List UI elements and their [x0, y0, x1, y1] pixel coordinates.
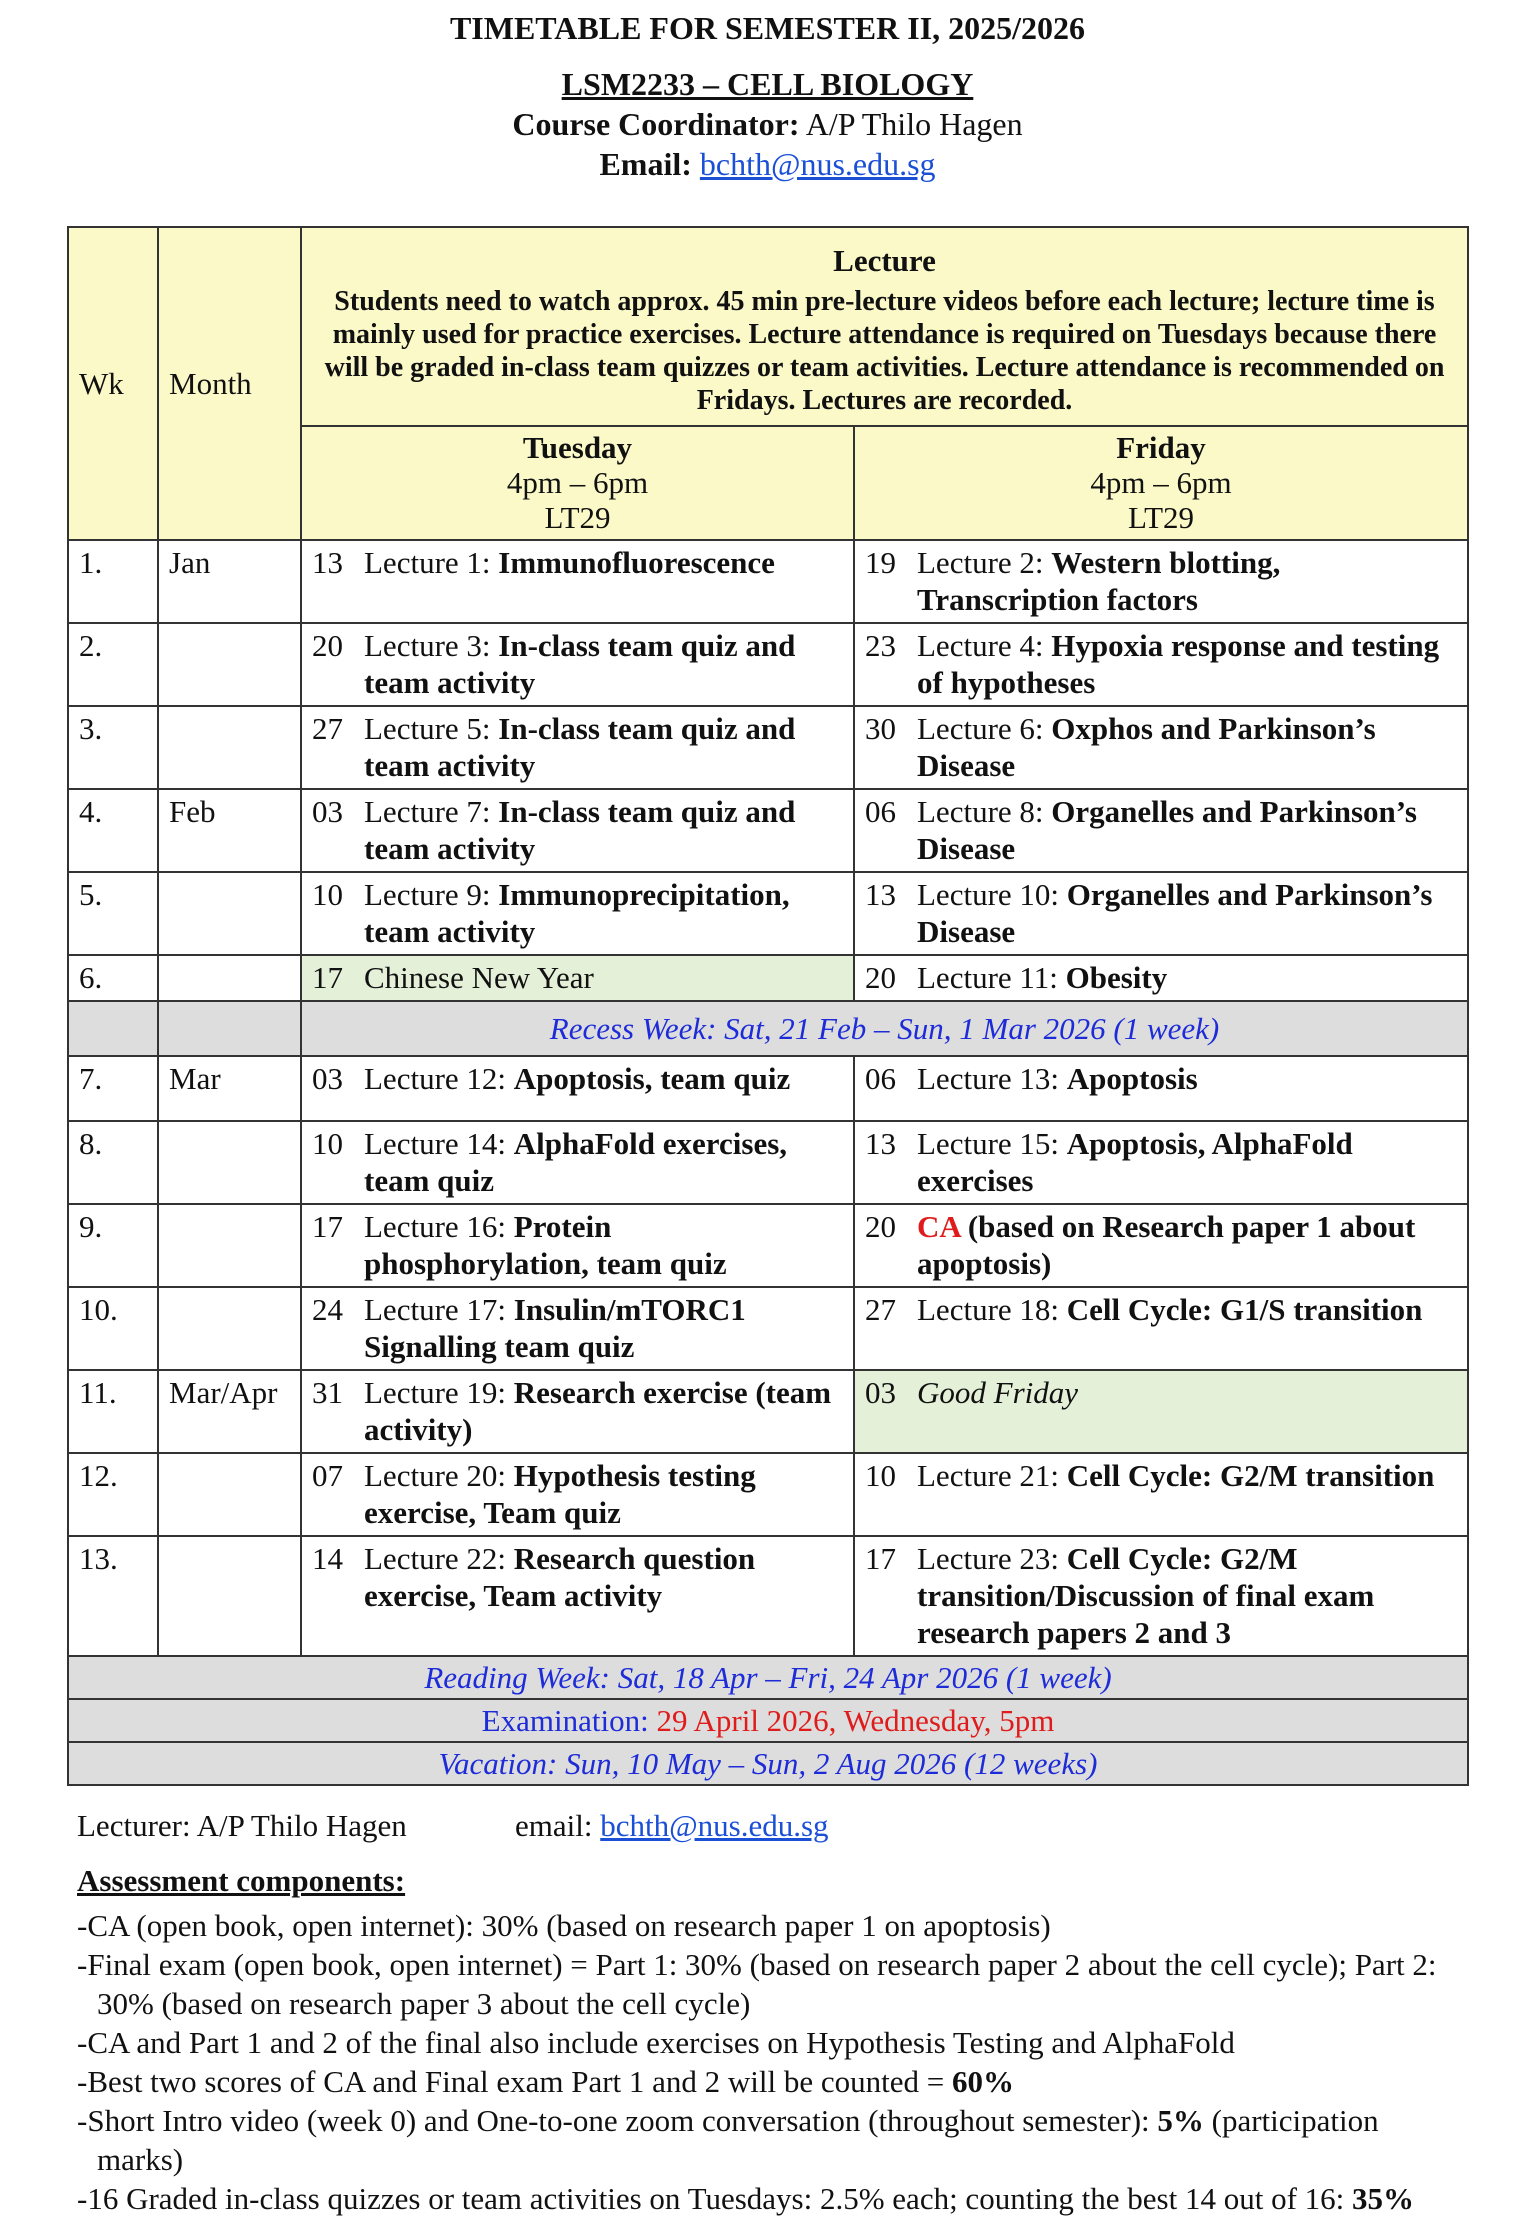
assessment-item: -CA and Part 1 and 2 of the final also include exercises on Hypothesis Testing and AlphaFold	[77, 2025, 1235, 2060]
table-row	[68, 706, 1468, 789]
friday-cell	[854, 789, 1468, 872]
friday-holiday-cell	[854, 1370, 1468, 1453]
month-cell	[158, 1453, 301, 1536]
lecture-header	[301, 227, 1468, 426]
examination-date: 29 April 2026, Wednesday, 5pm	[648, 1703, 1055, 1738]
date: 14	[312, 1541, 343, 1576]
friday-header	[854, 426, 1468, 540]
date: 20	[312, 628, 343, 663]
vacation-label: Vacation: Sun, 10 May – Sun, 2 Aug 2026 (12 weeks)	[68, 1742, 1468, 1785]
assessment-item-cont: 30% (based on research paper 3 about the cell cycle)	[97, 1986, 751, 2021]
table-row	[68, 789, 1468, 872]
date: 03	[312, 1061, 343, 1096]
friday-cell	[854, 1453, 1468, 1536]
lecturer-line	[77, 1806, 1477, 1845]
lecture-topic: Insulin/mTORC1 Signalling team quiz	[364, 1292, 746, 1364]
table-row	[68, 540, 1468, 623]
wk-cell: 7.	[68, 1056, 158, 1121]
tuesday-cell	[301, 623, 854, 706]
friday-cell	[854, 1056, 1468, 1121]
month-cell	[158, 623, 301, 706]
lecture-number: Lecture 4:	[917, 628, 1052, 663]
reading-week-row	[68, 1656, 1468, 1699]
examination-row	[68, 1699, 1468, 1742]
lecture-topic: Cell Cycle: G2/M transition/Discussion of final exam research papers 2 and 3	[917, 1541, 1375, 1650]
assessment-item: -CA (open book, open internet): 30% (based on research paper 1 on apoptosis)	[77, 1908, 1051, 1943]
wk-cell: 2.	[68, 623, 158, 706]
wk-cell: 6.	[68, 955, 158, 1001]
lecture-number: Lecture 6:	[917, 711, 1052, 746]
table-row	[68, 1536, 1468, 1656]
tuesday-cell	[301, 1121, 854, 1204]
month-cell: Jan	[158, 540, 301, 623]
lecture-number: Lecture 8:	[917, 794, 1052, 829]
lecture-topic: In-class team quiz and team activity	[364, 794, 796, 866]
lecture-number: Lecture 1:	[364, 545, 499, 580]
date: 03	[865, 1375, 896, 1410]
timetable	[67, 226, 1469, 1786]
examination-cell	[68, 1699, 1468, 1742]
month-cell	[158, 1536, 301, 1656]
date: 10	[312, 1126, 343, 1161]
lecture-topic: In-class team quiz and team activity	[364, 628, 796, 700]
lecture-title: Lecture	[833, 243, 936, 278]
wk-cell: 5.	[68, 872, 158, 955]
lecture-number: Lecture 13:	[917, 1061, 1067, 1096]
lecture-number: Lecture 18:	[917, 1292, 1067, 1327]
lecture-topic: Apoptosis, team quiz	[513, 1061, 791, 1096]
email-label: Email:	[599, 146, 692, 182]
date: 13	[865, 877, 896, 912]
table-row	[68, 872, 1468, 955]
table-row	[68, 1204, 1468, 1287]
lecturer-name: Lecturer: A/P Thilo Hagen	[77, 1808, 407, 1843]
coordinator-label: Course Coordinator:	[512, 106, 800, 142]
assessment-text: -16 Graded in-class quizzes or team activities on Tuesdays: 2.5% each; counting the best 14 out of 16:	[77, 2181, 1353, 2216]
wk-cell: 13.	[68, 1536, 158, 1656]
wk-cell: 12.	[68, 1453, 158, 1536]
date: 17	[865, 1541, 896, 1576]
friday-cell	[854, 1121, 1468, 1204]
wk-cell: 1.	[68, 540, 158, 623]
date: 27	[312, 711, 343, 746]
table-row	[68, 955, 1468, 1001]
month-cell: Mar	[158, 1056, 301, 1121]
assessment-weight: 5%	[1157, 2103, 1204, 2138]
lecture-number: Lecture 17:	[364, 1292, 514, 1327]
assessment-item-cont: marks)	[97, 2142, 184, 2177]
lecture-number: Lecture 23:	[917, 1541, 1067, 1576]
friday-cell	[854, 540, 1468, 623]
assessment-weight: 35%	[1352, 2181, 1415, 2216]
lecture-topic: AlphaFold exercises, team quiz	[364, 1126, 788, 1198]
date: 06	[865, 794, 896, 829]
lecture-number: Lecture 2:	[917, 545, 1052, 580]
date: 06	[865, 1061, 896, 1096]
month-cell	[158, 1121, 301, 1204]
friday-cell	[854, 1287, 1468, 1370]
lecture-topic: Apoptosis, AlphaFold exercises	[917, 1126, 1353, 1198]
tuesday-cell	[301, 872, 854, 955]
ca-description: (based on Research paper 1 about apoptosis)	[917, 1209, 1416, 1281]
tuesday-room: LT29	[544, 500, 611, 535]
date: 07	[312, 1458, 343, 1493]
date: 03	[312, 794, 343, 829]
tuesday-cell	[301, 1287, 854, 1370]
lecture-topic: Immunofluorescence	[498, 545, 775, 580]
email-line	[0, 146, 1535, 183]
assessment-text-tail: (participation	[1203, 2103, 1379, 2138]
assessment-weight: 60%	[952, 2064, 1014, 2099]
lecture-number: Lecture 22:	[364, 1541, 514, 1576]
date: 10	[865, 1458, 896, 1493]
page-title: TIMETABLE FOR SEMESTER II, 2025/2026	[449, 10, 1086, 46]
lecture-topic: In-class team quiz and team activity	[364, 711, 796, 783]
table-row	[68, 1121, 1468, 1204]
lecture-topic: Cell Cycle: G2/M transition	[1066, 1458, 1435, 1493]
date: 31	[312, 1375, 343, 1410]
wk-cell: 10.	[68, 1287, 158, 1370]
friday-cell	[854, 623, 1468, 706]
wk-cell: 11.	[68, 1370, 158, 1453]
lecturer-email-label: email:	[515, 1808, 601, 1843]
lecture-number: Lecture 14:	[364, 1126, 514, 1161]
course-title: LSM2233 – CELL BIOLOGY	[561, 66, 974, 102]
month-cell	[158, 1204, 301, 1287]
coordinator-email-link[interactable]: bchth@nus.edu.sg	[699, 146, 936, 182]
tuesday-cell	[301, 706, 854, 789]
friday-cell	[854, 706, 1468, 789]
table-row	[68, 1056, 1468, 1121]
col-header-wk: Wk	[68, 227, 158, 540]
holiday-label: Good Friday	[917, 1375, 1079, 1410]
lecture-topic: Western blotting, Transcription factors	[917, 545, 1281, 617]
table-row	[68, 1370, 1468, 1453]
wk-cell: 9.	[68, 1204, 158, 1287]
lecture-number: Lecture 21:	[917, 1458, 1067, 1493]
lecture-topic: Hypoxia response and testing of hypotheses	[917, 628, 1440, 700]
lecture-number: Lecture 10:	[917, 877, 1067, 912]
col-header-month: Month	[158, 227, 301, 540]
lecture-topic: Immunoprecipitation, team activity	[364, 877, 790, 949]
lecture-topic: Research exercise (team activity)	[364, 1375, 832, 1447]
tuesday-cell	[301, 1370, 854, 1453]
month-cell	[158, 706, 301, 789]
date: 19	[865, 545, 896, 580]
date: 17	[312, 960, 343, 995]
date: 30	[865, 711, 896, 746]
assessment-list	[77, 1906, 1477, 2218]
assessment-title: Assessment components:	[77, 1863, 406, 1898]
coordinator-line	[0, 106, 1535, 143]
tuesday-cell	[301, 789, 854, 872]
lecture-note: Students need to watch approx. 45 min pre-lecture videos before each lecture; lecture time is mainly used for practice exercises. Lecture attendance is required on Tuesdays because there will be graded in-class team quizzes or team activities. Lecture attendance is recommended on Fridays. Lectures are recorded.	[324, 286, 1445, 416]
lecture-topic: Hypothesis testing exercise, Team quiz	[364, 1458, 756, 1530]
ca-label: CA	[917, 1209, 961, 1244]
lecture-number: Lecture 9:	[364, 877, 499, 912]
assessment-item	[77, 2062, 1477, 2101]
coordinator-name: A/P Thilo Hagen	[805, 106, 1023, 142]
assessment-item: -Final exam (open book, open internet) = Part 1: 30% (based on research paper 2 about the cell cycle); Part 2:	[77, 1947, 1437, 1982]
reading-week-label: Reading Week: Sat, 18 Apr – Fri, 24 Apr 2026 (1 week)	[68, 1656, 1468, 1699]
lecture-topic: Cell Cycle: G1/S transition	[1066, 1292, 1423, 1327]
wk-cell: 3.	[68, 706, 158, 789]
lecture-number: Lecture 16:	[364, 1209, 514, 1244]
lecture-number: Lecture 5:	[364, 711, 499, 746]
recess-week-label: Recess Week: Sat, 21 Feb – Sun, 1 Mar 2026 (1 week)	[301, 1001, 1468, 1056]
date: 27	[865, 1292, 896, 1327]
month-cell	[158, 1287, 301, 1370]
tuesday-holiday-cell	[301, 955, 854, 1001]
vacation-row	[68, 1742, 1468, 1785]
examination-label: Examination:	[481, 1703, 649, 1738]
tuesday-time: 4pm – 6pm	[506, 465, 649, 500]
assessment-item	[77, 2101, 1477, 2140]
date: 23	[865, 628, 896, 663]
friday-ca-cell	[854, 1204, 1468, 1287]
date: 20	[865, 960, 896, 995]
date: 20	[865, 1209, 896, 1244]
date: 13	[865, 1126, 896, 1161]
lecturer-email-link[interactable]: bchth@nus.edu.sg	[600, 1808, 829, 1843]
tuesday-cell	[301, 540, 854, 623]
tuesday-cell	[301, 1536, 854, 1656]
date: 17	[312, 1209, 343, 1244]
lecture-topic: Organelles and Parkinson’s Disease	[917, 877, 1433, 949]
lecture-topic: Apoptosis	[1066, 1061, 1198, 1096]
tuesday-cell	[301, 1056, 854, 1121]
friday-cell	[854, 955, 1468, 1001]
lecture-topic: Obesity	[1065, 960, 1168, 995]
lecture-number: Lecture 11:	[917, 960, 1066, 995]
assessment-text: -Short Intro video (week 0) and One-to-one zoom conversation (throughout semester):	[77, 2103, 1158, 2138]
lecture-topic: Protein phosphorylation, team quiz	[364, 1209, 727, 1281]
table-row	[68, 1287, 1468, 1370]
recess-wk-cell	[68, 1001, 158, 1056]
friday-day: Friday	[1116, 430, 1206, 465]
tuesday-day: Tuesday	[522, 430, 633, 465]
month-cell: Mar/Apr	[158, 1370, 301, 1453]
friday-cell	[854, 872, 1468, 955]
lecture-number: Lecture 15:	[917, 1126, 1067, 1161]
date: 24	[312, 1292, 343, 1327]
tuesday-cell	[301, 1204, 854, 1287]
lecture-number: Lecture 12:	[364, 1061, 514, 1096]
date: 13	[312, 545, 343, 580]
friday-time: 4pm – 6pm	[1090, 465, 1232, 500]
lecture-topic: Organelles and Parkinson’s Disease	[917, 794, 1417, 866]
lecture-number: Lecture 20:	[364, 1458, 514, 1493]
footer	[77, 1806, 1477, 2218]
lecture-topic: Oxphos and Parkinson’s Disease	[917, 711, 1376, 783]
lecture-number: Lecture 7:	[364, 794, 499, 829]
recess-row	[68, 1001, 1468, 1056]
assessment-item	[77, 2179, 1477, 2218]
month-cell: Feb	[158, 789, 301, 872]
tuesday-cell	[301, 1453, 854, 1536]
wk-cell: 4.	[68, 789, 158, 872]
lecture-number: Lecture 19:	[364, 1375, 514, 1410]
table-row	[68, 623, 1468, 706]
wk-cell: 8.	[68, 1121, 158, 1204]
month-cell	[158, 872, 301, 955]
tuesday-header	[301, 426, 854, 540]
friday-room: LT29	[1127, 500, 1195, 535]
month-cell	[158, 955, 301, 1001]
assessment-text: -Best two scores of CA and Final exam Part 1 and 2 will be counted =	[77, 2064, 952, 2099]
holiday-label: Chinese New Year	[364, 960, 594, 995]
table-row	[68, 1453, 1468, 1536]
date: 10	[312, 877, 343, 912]
lecture-topic: Research question exercise, Team activity	[364, 1541, 756, 1613]
friday-cell	[854, 1536, 1468, 1656]
recess-month-cell	[158, 1001, 301, 1056]
lecture-number: Lecture 3:	[364, 628, 499, 663]
